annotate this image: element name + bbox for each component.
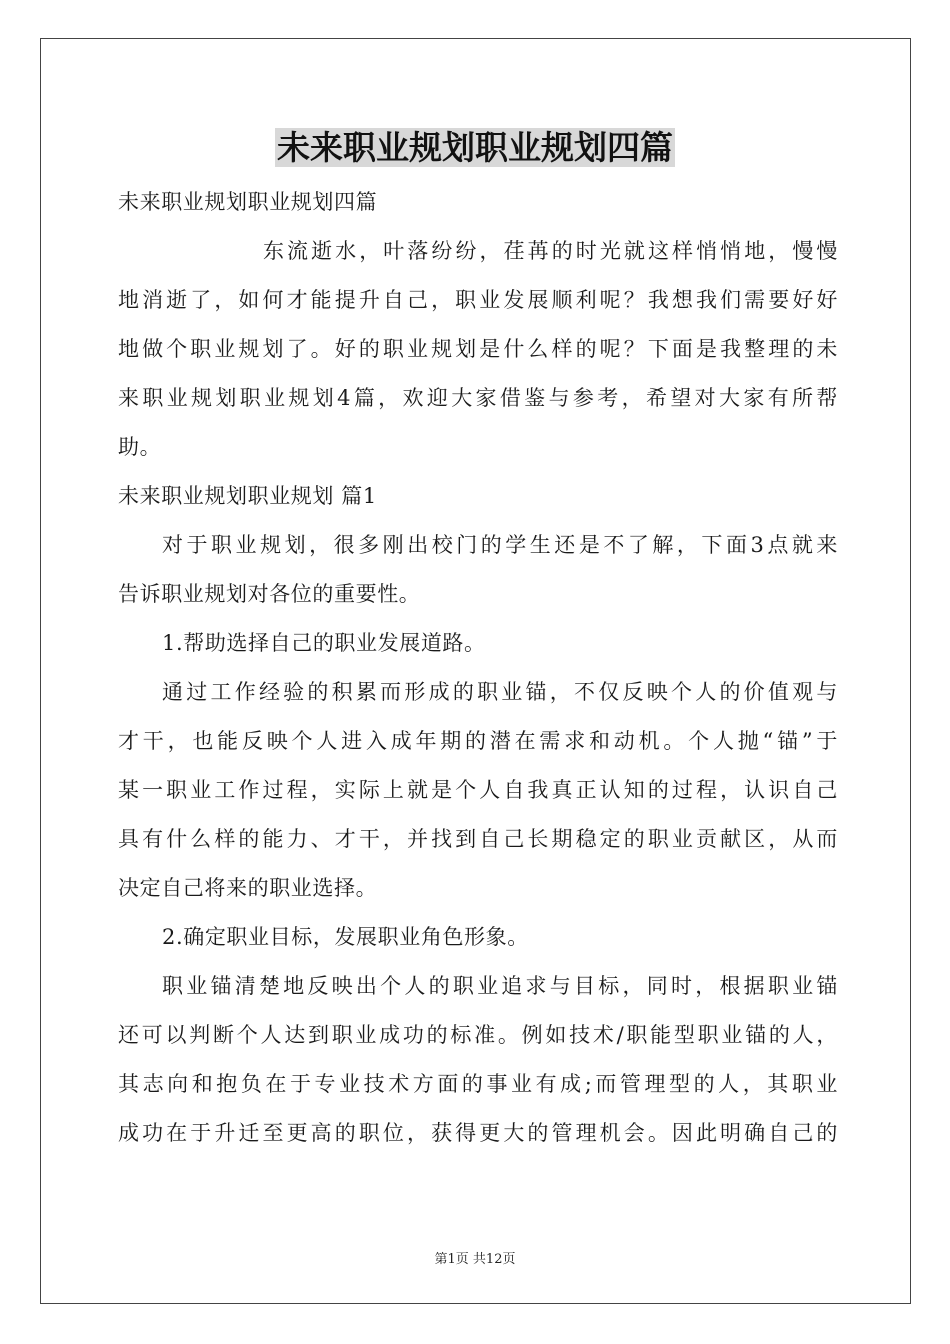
section-heading: 未来职业规划职业规划 篇1: [118, 484, 377, 508]
paragraph-line: 告诉职业规划对各位的重要性。: [118, 582, 421, 606]
list-item: 2.确定职业目标，发展职业角色形象。: [162, 925, 529, 949]
paragraph-line: 某一职业工作过程，实际上就是个人自我真正认知的过程，认识自己: [118, 778, 838, 802]
paragraph-line: 通过工作经验的积累而形成的职业锚，不仅反映个人的价值观与: [162, 680, 838, 704]
paragraph-line: 才干，也能反映个人进入成年期的潜在需求和动机。个人抛“锚”于: [118, 729, 838, 753]
page-footer: 第1页 共12页: [434, 1252, 516, 1267]
paragraph-line: 成功在于升迁至更高的职位，获得更大的管理机会。因此明确自己的: [118, 1121, 838, 1145]
paragraph-line: 来职业规划职业规划4篇，欢迎大家借鉴与参考，希望对大家有所帮: [118, 386, 838, 410]
paragraph-line: 地做个职业规划了。好的职业规划是什么样的呢？下面是我整理的未: [118, 337, 838, 361]
subtitle-line: 未来职业规划职业规划四篇: [118, 190, 378, 214]
list-item: 1.帮助选择自己的职业发展道路。: [162, 631, 486, 655]
paragraph-line: 还可以判断个人达到职业成功的标准。例如技术/职能型职业锚的人，: [118, 1023, 838, 1047]
paragraph-line: 决定自己将来的职业选择。: [118, 876, 378, 900]
document-body: [118, 178, 838, 1158]
paragraph-line: 具有什么样的能力、才干，并找到自己长期稳定的职业贡献区，从而: [118, 827, 838, 851]
paragraph-line: 其志向和抱负在于专业技术方面的事业有成;而管理型的人，其职业: [118, 1072, 838, 1096]
document-title: [0, 128, 950, 168]
paragraph-line: 对于职业规划，很多刚出校门的学生还是不了解，下面3点就来: [162, 533, 838, 557]
paragraph-line: 东流逝水，叶落纷纷，荏苒的时光就这样悄悄地，慢慢: [263, 239, 838, 263]
document-title-text: 未来职业规划职业规划四篇: [277, 128, 673, 167]
paragraph-line: 职业锚清楚地反映出个人的职业追求与目标，同时，根据职业锚: [162, 974, 838, 998]
paragraph-line: 助。: [118, 435, 162, 459]
paragraph-line: 地消逝了，如何才能提升自己，职业发展顺利呢？我想我们需要好好: [118, 288, 838, 312]
